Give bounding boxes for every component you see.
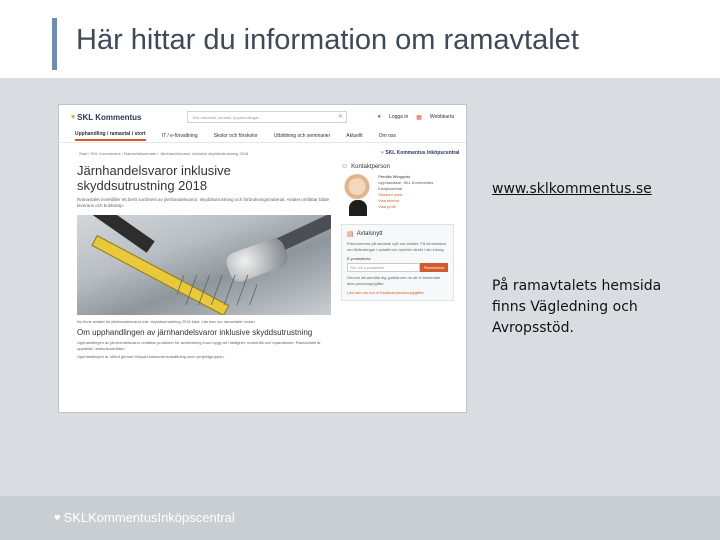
email-field[interactable]: Fyll i din e-postadress <box>347 263 420 272</box>
section-text: Upphandlingen av järnhandelsvaror omfattar produkter för användning inom bygg och fastighet, underhåll och reparationer. Ramavtalet är uppdelat i anbudsområden. <box>77 340 321 351</box>
nav-item-om-oss[interactable]: Om oss <box>378 132 396 139</box>
contact-heading <box>341 163 454 170</box>
slide-title: Här hittar du information om ramavtalet <box>76 24 579 56</box>
title-accent-bar <box>52 18 57 70</box>
subscribe-box <box>341 224 454 301</box>
tools-photo <box>77 215 331 315</box>
footer-logo-text: SKLKommentusInköpscentral <box>63 510 235 525</box>
main-content <box>77 163 332 360</box>
subscribe-note: Genom att anmäla dig godkänner du att vi behandlar dina personuppgifter. <box>347 275 441 286</box>
contact-card <box>341 174 454 216</box>
site-search-input[interactable] <box>187 111 347 123</box>
footer-logo <box>54 510 235 525</box>
heart-icon: ♥ <box>71 113 76 121</box>
intro-text: Ramavtalet innehåller ett brett sortiment av järnhandelsvaror, skyddsutrustning och förbrukningsmaterial. Avtalet omfattar både leverans och butiksköp. <box>77 197 330 208</box>
login-link[interactable]: Logga in <box>389 114 409 120</box>
nav-item-upphandling[interactable]: Upphandling / ramavtal i stort <box>75 131 146 141</box>
nav-item-utbildning[interactable]: Utbildning och seminarier <box>273 132 331 139</box>
description-text: På ramavtalets hemsida finns Vägledning och Avropsstöd. <box>492 278 662 336</box>
tool-nails <box>177 275 257 305</box>
section-text-2: Upphandlingen är utförd genom förnyad konkurrensutsättning inom projektgruppen. <box>77 354 225 359</box>
contact-email-link[interactable]: Skicka e-post <box>378 192 403 197</box>
contact-phone-link[interactable]: Visa telefon <box>378 198 400 203</box>
website-url-link[interactable]: www.sklkommentus.se <box>492 181 652 197</box>
user-icon: ● <box>377 114 382 120</box>
contact-name: Pernilla Wingqvist <box>378 174 411 179</box>
sidebar <box>341 163 454 301</box>
sitemap-link[interactable]: Webbkarta <box>429 114 454 120</box>
subscribe-form <box>347 263 448 272</box>
subscribe-text: Prenumerera på senaste nytt om avtalet. Få information om förändringar i avtalet och nyheter direkt i din inkorg. <box>347 241 446 252</box>
heart-icon: ♥ <box>381 150 384 156</box>
site-header <box>59 105 466 129</box>
website-screenshot <box>58 104 467 413</box>
nav-item-it[interactable]: IT / e-förvaltning <box>161 132 198 139</box>
search-placeholder: Sök ramavtal, kontakt, upphandlingar... <box>192 114 262 120</box>
header-links <box>377 114 454 121</box>
image-caption: Nu finns avtalet för järnhandelsvaror inkl. skyddsutrustning 2018 klart. Läs mer om ramavtalet nedan. <box>77 319 256 324</box>
slide-footer <box>0 496 720 540</box>
site-logo[interactable] <box>71 113 141 122</box>
contact-profile-link[interactable]: Visa profil <box>378 204 396 209</box>
sitemap-icon: ▦ <box>416 114 422 121</box>
contact-heading-text: Kontaktperson <box>351 163 390 170</box>
site-nav <box>59 129 466 143</box>
avatar <box>341 174 373 216</box>
email-label: E-postadress <box>347 256 371 261</box>
brand-inkopscentral <box>381 150 459 156</box>
nav-item-aktuellt[interactable]: Aktuellt <box>346 132 363 139</box>
heart-icon: ♥ <box>54 511 61 524</box>
contact-role: Upphandlare, SKL Kommentus Inköpscentral <box>378 180 434 191</box>
subscribe-heading <box>347 230 448 238</box>
section-heading: Om upphandlingen av järnhandelsvaror inklusive skyddsutrustning <box>77 328 313 337</box>
site-logo-text: SKL Kommentus <box>77 112 142 122</box>
person-icon: ☺ <box>341 163 349 170</box>
document-icon: ▤ <box>347 231 354 238</box>
page-heading: Järnhandelsvaror inklusive skyddsutrustning 2018 <box>77 163 231 193</box>
subscribe-heading-text: Avtalsnytt <box>356 231 383 237</box>
brand-inkopscentral-text: SKL Kommentus Inköpscentral <box>385 150 460 156</box>
nav-item-skolor[interactable]: Skolor och förskolor <box>213 132 258 139</box>
privacy-link[interactable]: Läs mer om hur vi hanterar personuppgifter <box>347 290 424 295</box>
subscribe-button[interactable]: Prenumerera <box>420 263 448 272</box>
breadcrumb[interactable]: Start / SKL Kommentus / Ramavtalsomrade / Järnhandelsvaror inklusive skyddsutrustning 2018 <box>79 151 249 156</box>
contact-info <box>378 174 454 216</box>
search-icon[interactable]: ⌕ <box>338 113 343 120</box>
